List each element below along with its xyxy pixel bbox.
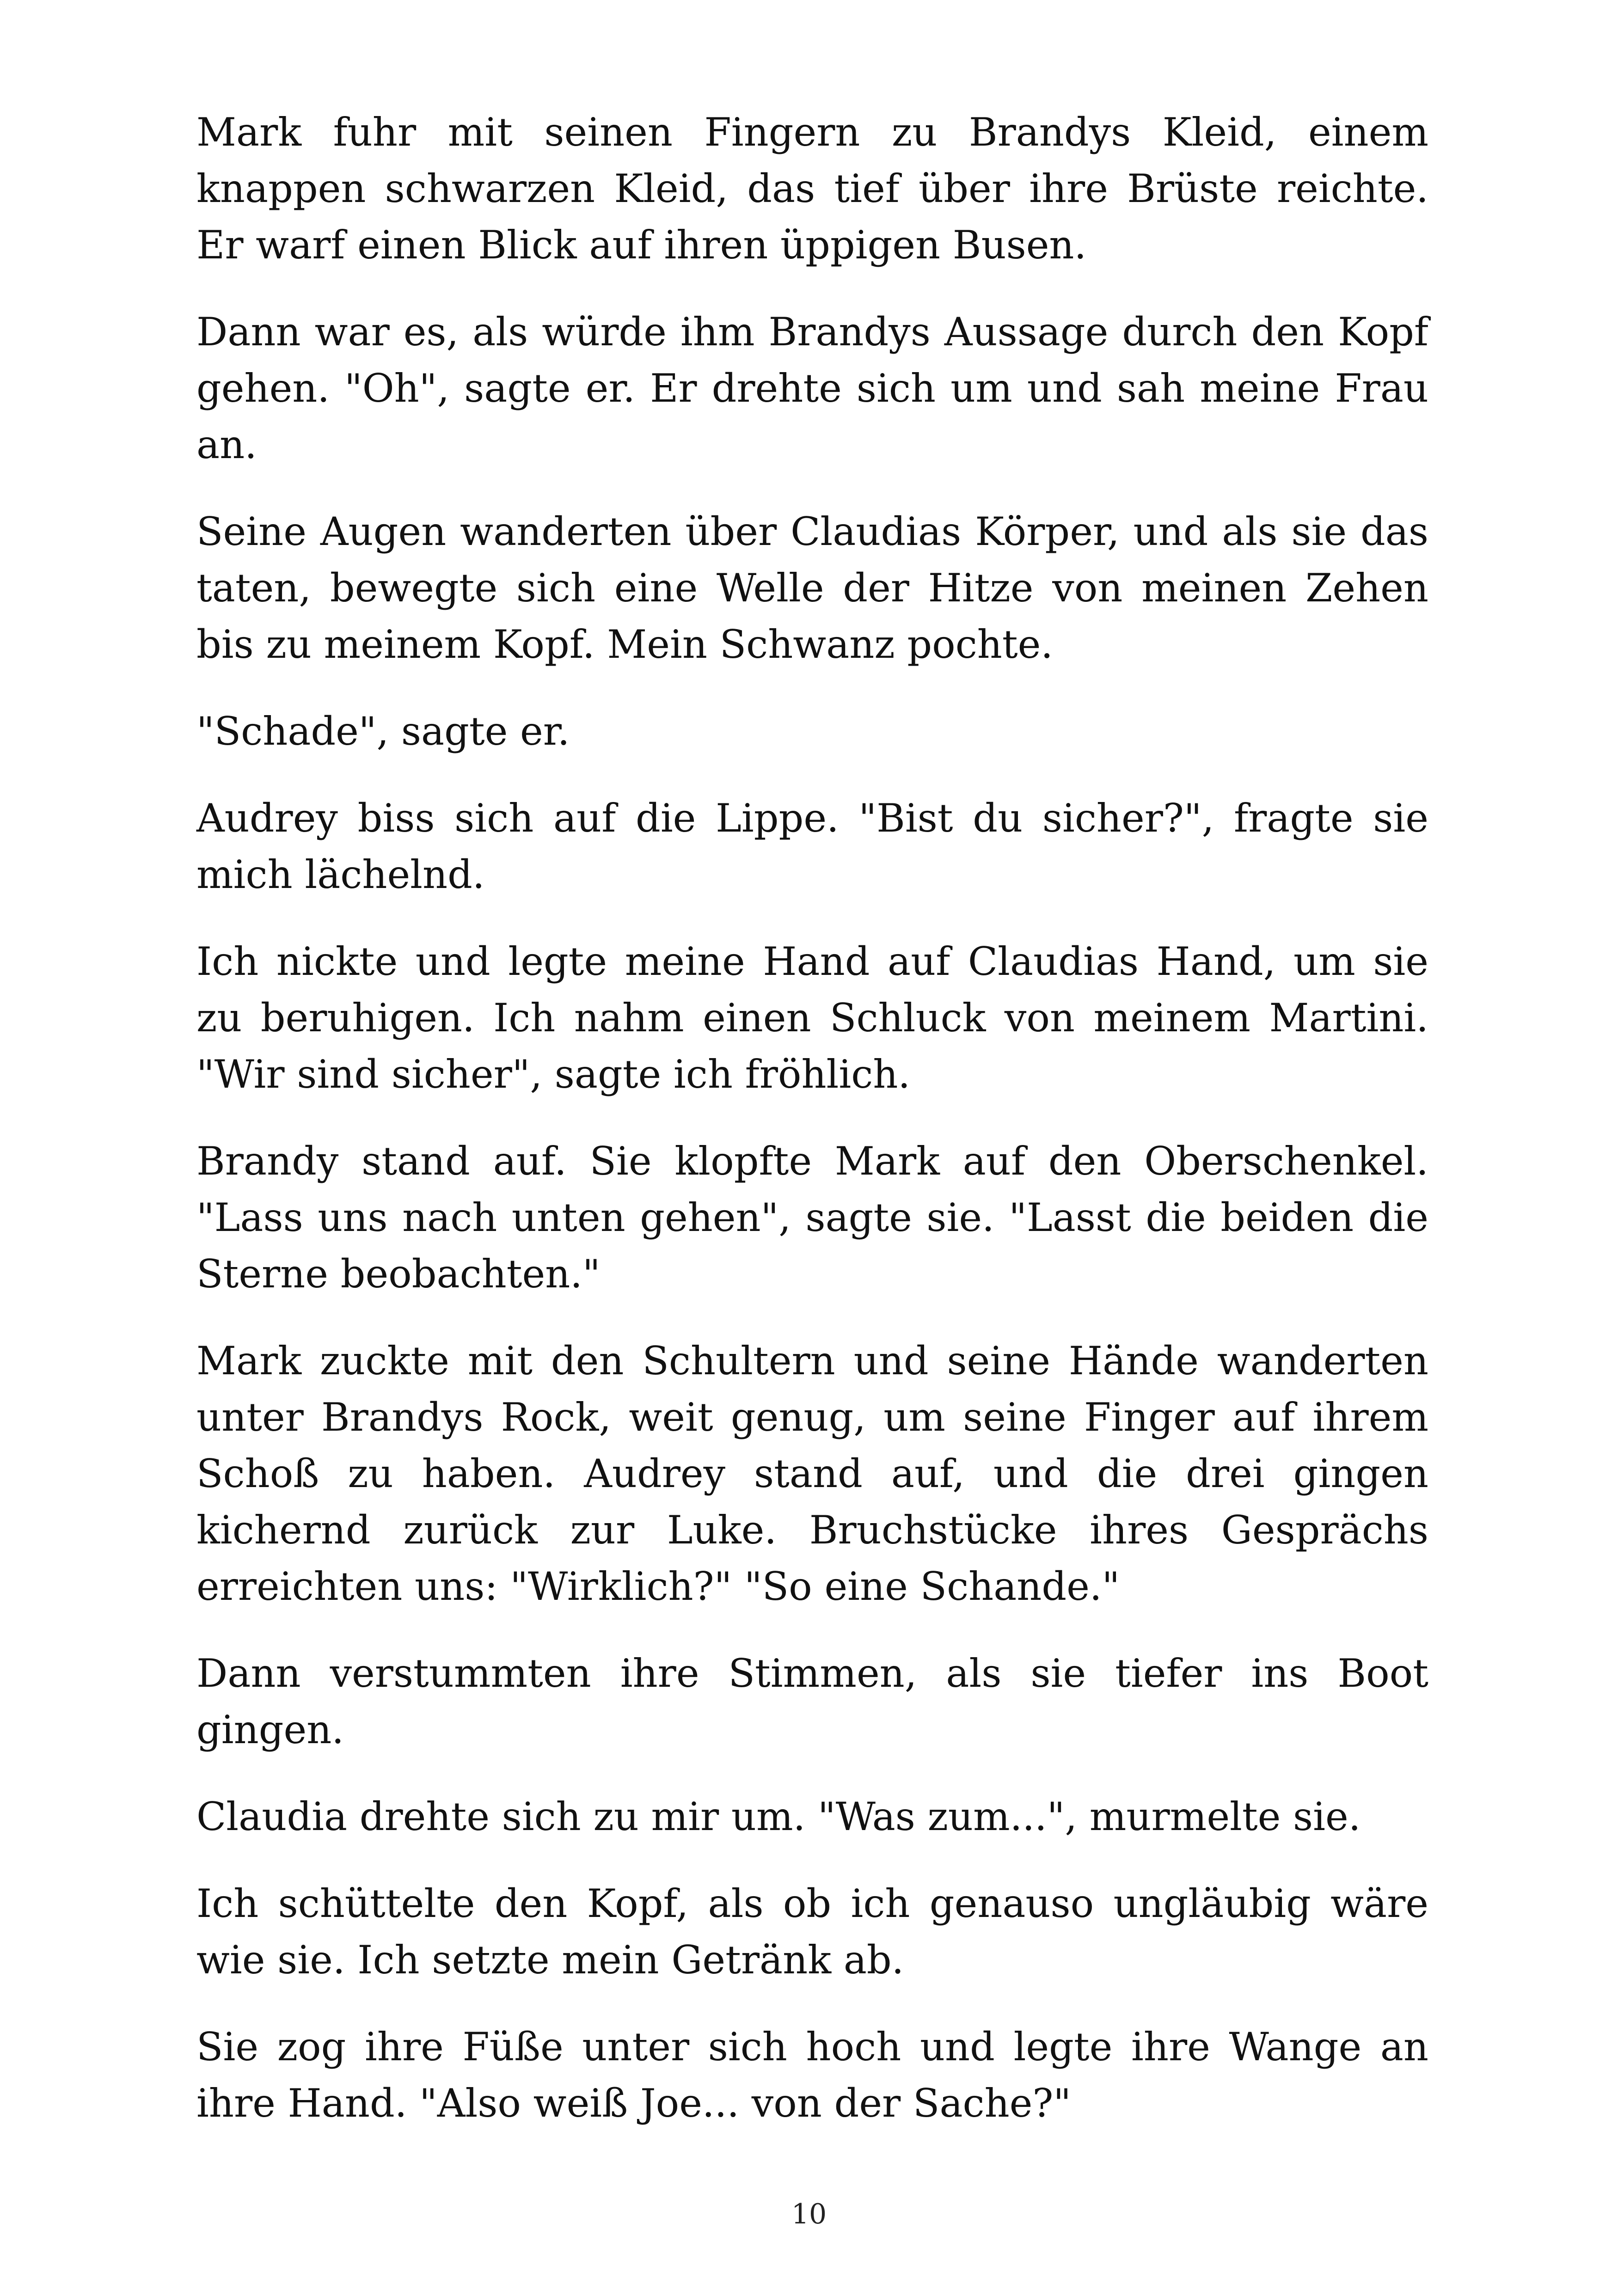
paragraph-4: "Schade", sagte er.	[196, 709, 570, 754]
paragraph-12: Sie zog ihre Füße unter sich hoch und legte ihre Wange an ihre Hand. "Also weiß Joe... von der Sache?"	[196, 2024, 1428, 2126]
paragraph-10: Claudia drehte sich zu mir um. "Was zum...", murmelte sie.	[196, 1794, 1361, 1839]
paragraph-6: Ich nickte und legte meine Hand auf Claudias Hand, um sie zu beruhigen. Ich nahm einen Schluck von meinem Martini. "Wir sind sicher", sagte ich fröhlich.	[196, 939, 1428, 1097]
body-text	[196, 104, 1428, 2162]
paragraph-11: Ich schüttelte den Kopf, als ob ich genauso ungläubig wäre wie sie. Ich setzte mein Getränk ab.	[196, 1881, 1428, 1983]
paragraph-7: Brandy stand auf. Sie klopfte Mark auf den Oberschenkel. "Lass uns nach unten gehen", sagte sie. "Lasst die beiden die Sterne beobachten."	[196, 1139, 1428, 1297]
paragraph-2: Dann war es, als würde ihm Brandys Aussage durch den Kopf gehen. "Oh", sagte er. Er drehte sich um und sah meine Frau an.	[196, 309, 1428, 467]
paragraph-8: Mark zuckte mit den Schultern und seine Hände wanderten unter Brandys Rock, weit genug, um seine Finger auf ihrem Schoß zu haben. Audrey stand auf, und die drei gingen kichernd zurück zur Luke. Bruchstücke ihres Gesprächs erreichten uns: "Wirklich?" "So eine Schande."	[196, 1338, 1428, 1609]
paragraph-9: Dann verstummten ihre Stimmen, als sie tiefer ins Boot gingen.	[196, 1651, 1428, 1752]
paragraph-5: Audrey biss sich auf die Lippe. "Bist du sicher?", fragte sie mich lächelnd.	[196, 796, 1428, 897]
page-number: 10	[791, 2198, 827, 2230]
paragraph-3: Seine Augen wanderten über Claudias Körper, und als sie das taten, bewegte sich eine Welle der Hitze von meinen Zehen bis zu meinem Kopf. Mein Schwanz pochte.	[196, 509, 1428, 667]
paragraph-1: Mark fuhr mit seinen Fingern zu Brandys Kleid, einem knappen schwarzen Kleid, das tief über ihre Brüste reichte. Er warf einen Blick auf ihren üppigen Busen.	[196, 110, 1428, 268]
